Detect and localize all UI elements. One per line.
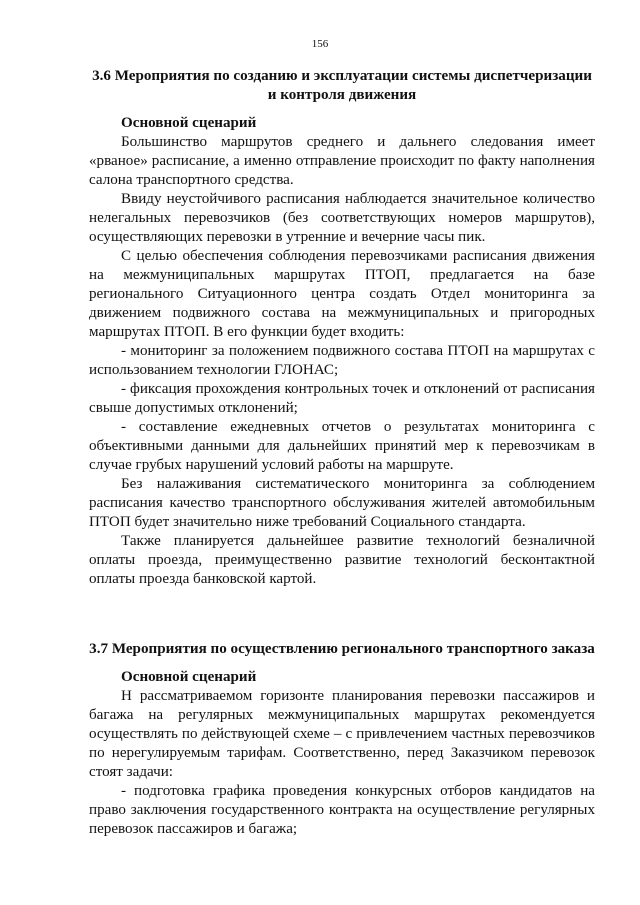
spacer xyxy=(89,105,595,114)
paragraph: Без налаживания систематического мониторинга за соблюдением расписания качество транспортного обслуживания жителей автомобильным ПТОП будет значительно ниже требований Социального стандарта. xyxy=(89,476,595,530)
spacer xyxy=(89,659,595,668)
paragraph: Ввиду неустойчивого расписания наблюдается значительное количество нелегальных перевозчиков (без соответствующих номеров маршрутов), осуществляющих перевозки в утренние и вечерние часы пик. xyxy=(89,191,595,245)
page-number: 156 xyxy=(311,38,329,50)
page-body xyxy=(89,67,595,839)
list-item: - мониторинг за положением подвижного состава ПТОП на маршрутах с использованием технологии ГЛОНАС; xyxy=(89,343,595,378)
paragraph: С целью обеспечения соблюдения перевозчиками расписания движения на межмуниципальных маршрутах ПТОП, предлагается на базе регионального Ситуационного центра создать Отдел мониторинга за движением подвижного состава на межмуниципальных и пригородных маршрутах ПТОП. В его функции будет входить: xyxy=(89,248,595,340)
paragraph: Большинство маршрутов среднего и дальнего следования имеет «рваное» расписание, а именно отправление происходит по факту наполнения салона транспортного средства. xyxy=(89,134,595,188)
list-item: - фиксация прохождения контрольных точек и отклонений от расписания свыше допустимых отклонений; xyxy=(89,381,595,416)
paragraph: Н рассматриваемом горизонте планирования перевозки пассажиров и багажа на регулярных межмуниципальных маршрутах рекомендуется осуществлять по действующей схеме – с привлечением частных перевозчиков по нерегулируемым тарифам. Соответственно, перед Заказчиком перевозок стоят задачи: xyxy=(89,688,595,780)
section-3-7 xyxy=(89,640,595,839)
section-heading: 3.6 Мероприятия по созданию и эксплуатации системы диспетчеризации и контроля движения xyxy=(92,68,592,103)
list-item: - подготовка графика проведения конкурсных отборов кандидатов на право заключения государственного контракта на осуществление регулярных перевозок пассажиров и багажа; xyxy=(89,783,595,837)
scenario-subheading: Основной сценарий xyxy=(121,115,257,131)
section-heading: 3.7 Мероприятия по осуществлению регионального транспортного заказа xyxy=(89,641,595,657)
section-3-6 xyxy=(89,67,595,589)
paragraph: Также планируется дальнейшее развитие технологий безналичной оплаты проезда, преимущественно развитие технологий бесконтактной оплаты проезда банковской картой. xyxy=(89,533,595,587)
section-spacer xyxy=(89,589,595,640)
scenario-subheading: Основной сценарий xyxy=(121,669,257,685)
list-item: - составление ежедневных отчетов о результатах мониторинга с объективными данными для дальнейших принятий мер к перевозчикам в случае грубых нарушений условий работы на маршруте. xyxy=(89,419,595,473)
